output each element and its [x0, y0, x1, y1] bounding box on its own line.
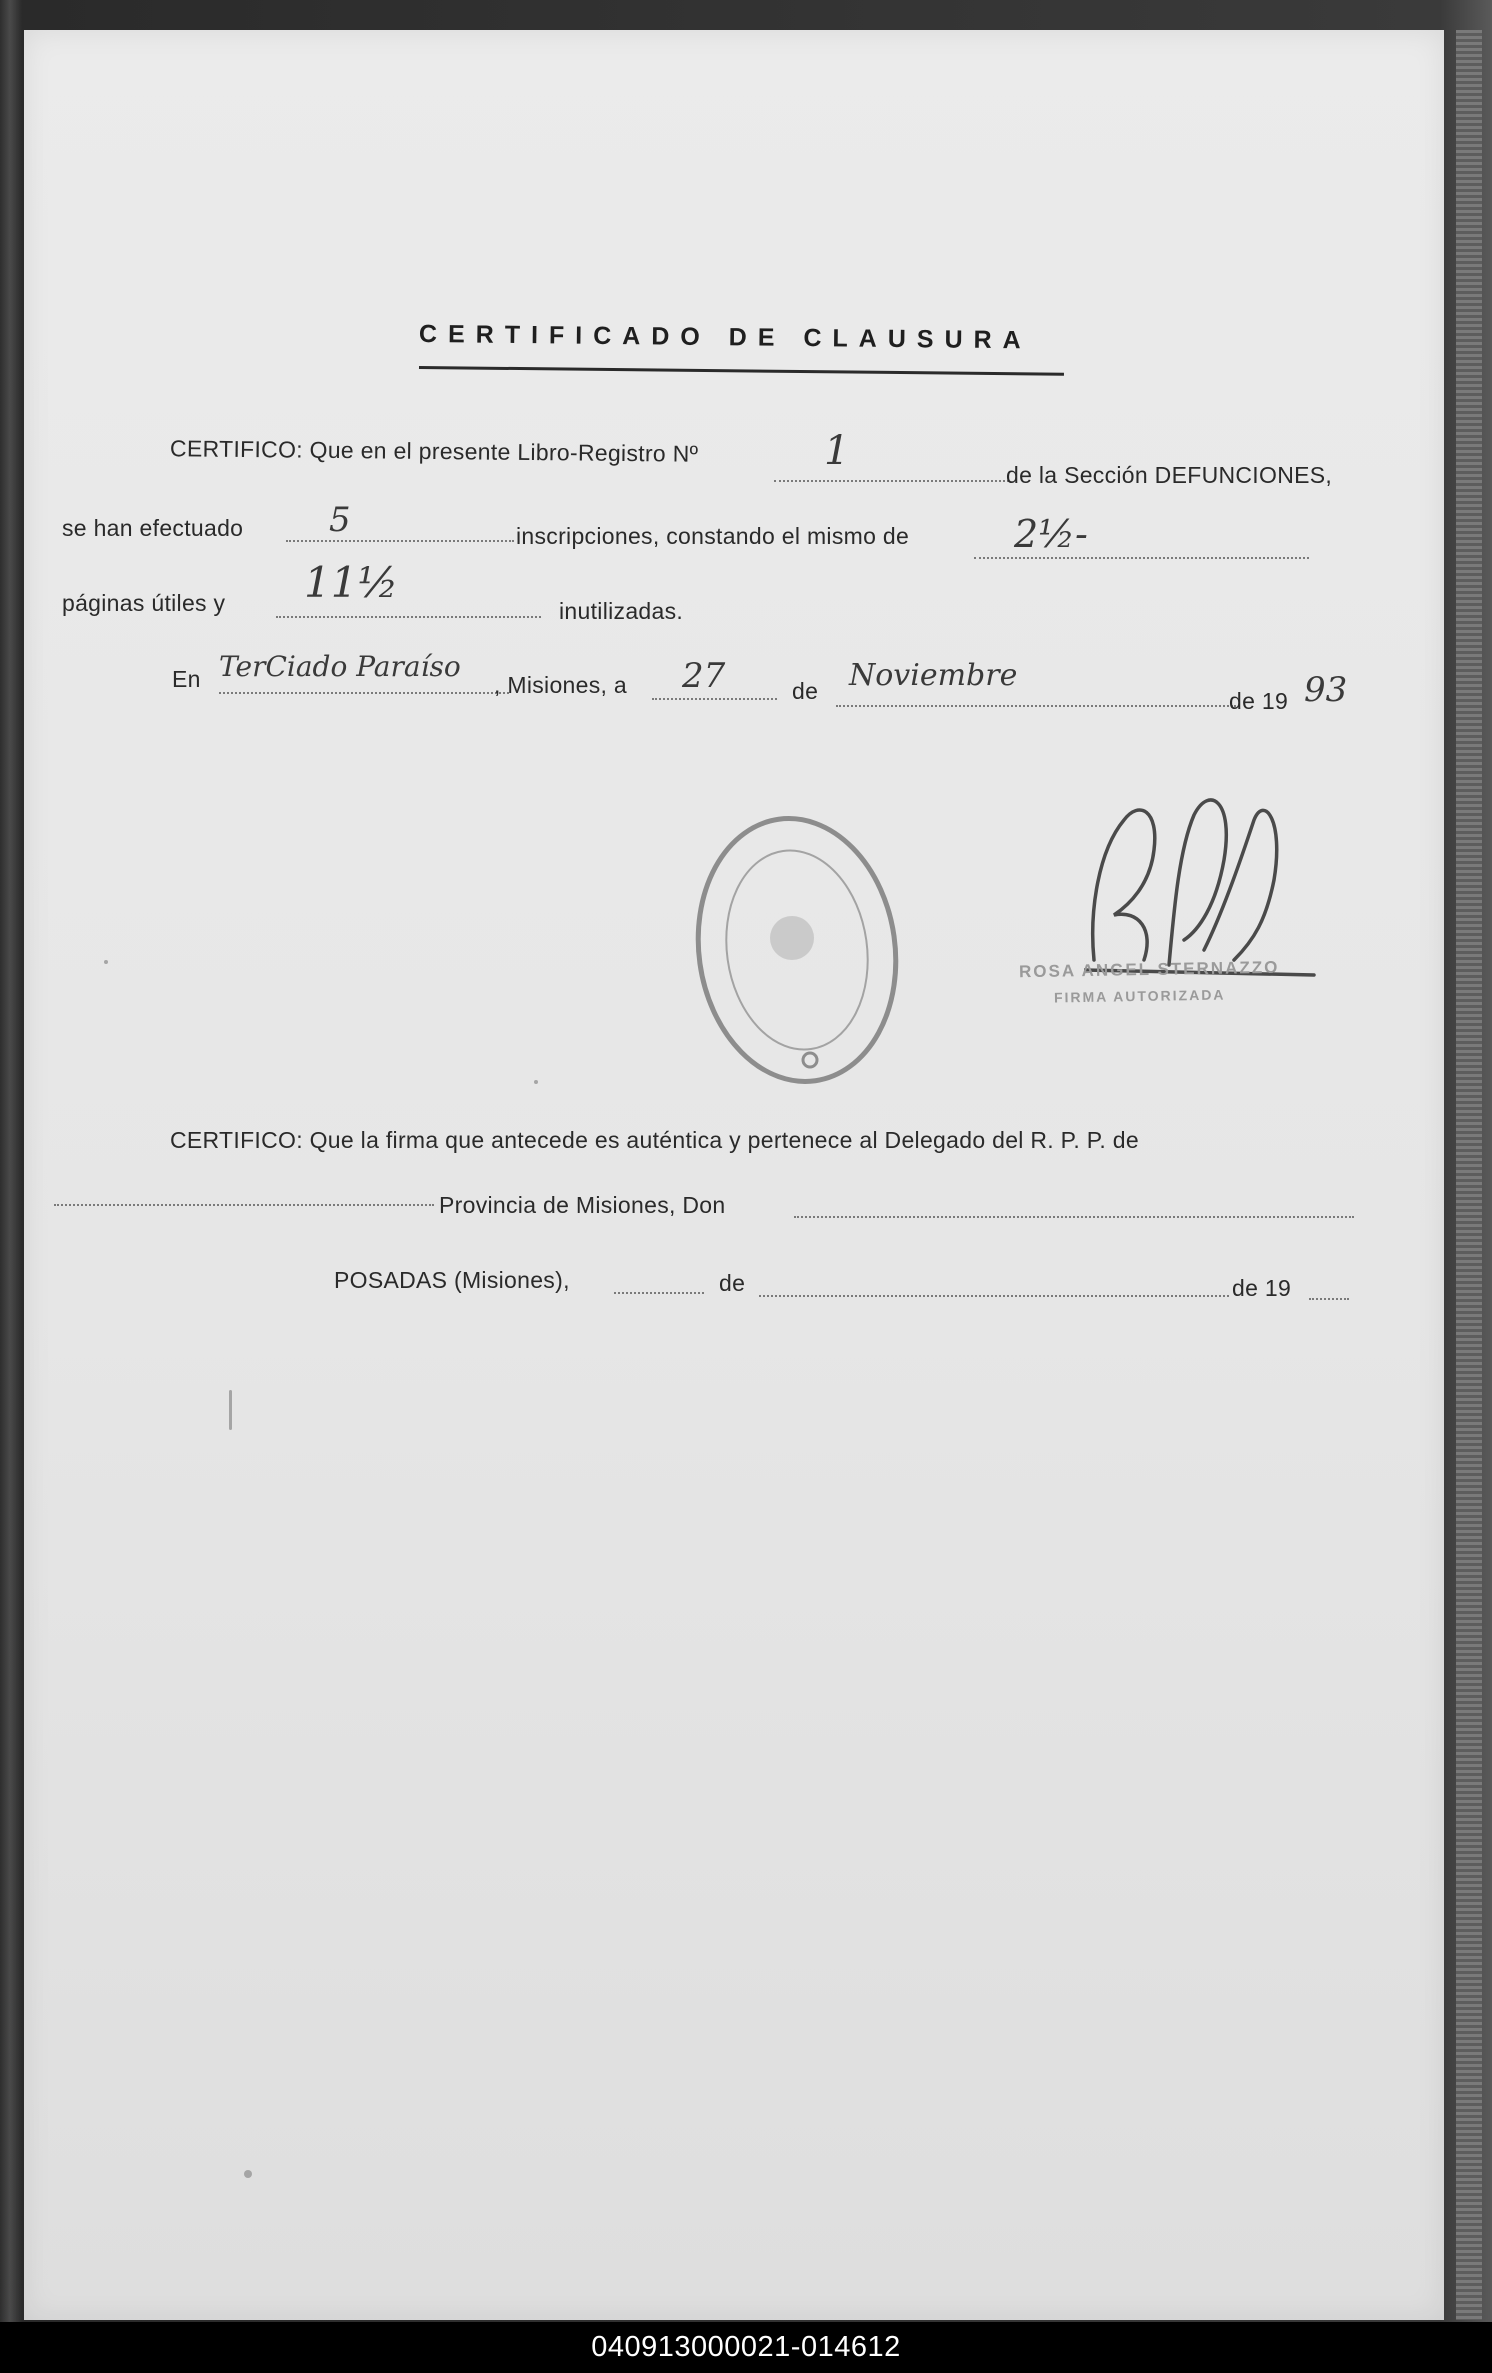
line6-blank-right [794, 1216, 1354, 1218]
hw-year: 93 [1304, 670, 1348, 710]
document-id: 040913000021-014612 [591, 2331, 901, 2363]
line2-blank-count [286, 540, 514, 542]
line4-blank-month [836, 705, 1236, 707]
line7-blank-month [759, 1295, 1229, 1297]
line7-de: de [719, 1270, 746, 1296]
hw-inscription-count: 5 [329, 500, 351, 540]
hw-unused-pages: 11½ [304, 558, 399, 607]
line3-blank [276, 616, 541, 618]
line5-certification: CERTIFICO: Que la firma que antecede es auténtica y pertenece al Delegado del R. P. P. de [170, 1127, 1139, 1153]
line4-misiones: , Misiones, a [494, 672, 628, 698]
stamp-name: ROSA ANGEL STERNAZZO [1018, 957, 1280, 982]
hw-place: TerCiado Paraíso [219, 650, 461, 683]
document-title: CERTIFICADO DE CLAUSURA [418, 320, 1032, 355]
line4-blank-day [652, 698, 777, 700]
paper-speck [244, 2170, 252, 2178]
official-seal-stamp [692, 810, 902, 1090]
book-spine [1456, 30, 1482, 2320]
line4-year-prefix: de 19 [1229, 688, 1289, 714]
line1-prefix: CERTIFICO: Que en el presente Libro-Registro Nº [169, 435, 699, 467]
footer-bar [0, 2322, 1492, 2373]
paper-speck [534, 1080, 538, 1084]
line7-blank-year [1309, 1298, 1349, 1300]
line7-place: POSADAS (Misiones), [334, 1267, 570, 1293]
line4-en: En [172, 666, 201, 692]
line2-middle: inscripciones, constando el mismo de [516, 523, 910, 549]
title-underline [419, 366, 1064, 376]
line2-prefix: se han efectuado [62, 515, 244, 541]
paper-speck [104, 960, 108, 964]
line3-prefix: páginas útiles y [62, 590, 226, 616]
line3-suffix: inutilizadas. [559, 598, 684, 624]
line7-year: de 19 [1232, 1275, 1292, 1301]
line4-blank-place [219, 692, 509, 694]
stamp-role: FIRMA AUTORIZADA [1053, 986, 1226, 1006]
line1-suffix: de la Sección DEFUNCIONES, [1006, 462, 1333, 488]
line7-blank-day [614, 1292, 704, 1294]
line6-blank-left [54, 1204, 434, 1206]
paper-mark [229, 1390, 232, 1430]
hw-day: 27 [682, 656, 726, 696]
line1-blank [774, 480, 1009, 482]
line2-blank-pages [974, 557, 1309, 559]
hw-month: Noviembre [849, 658, 1018, 693]
line4-de: de [792, 678, 819, 704]
hw-registro-number: 1 [824, 428, 850, 474]
line6-text: Provincia de Misiones, Don [439, 1192, 726, 1218]
document-page [24, 30, 1444, 2320]
hw-useful-pages: 2½- [1014, 512, 1088, 556]
